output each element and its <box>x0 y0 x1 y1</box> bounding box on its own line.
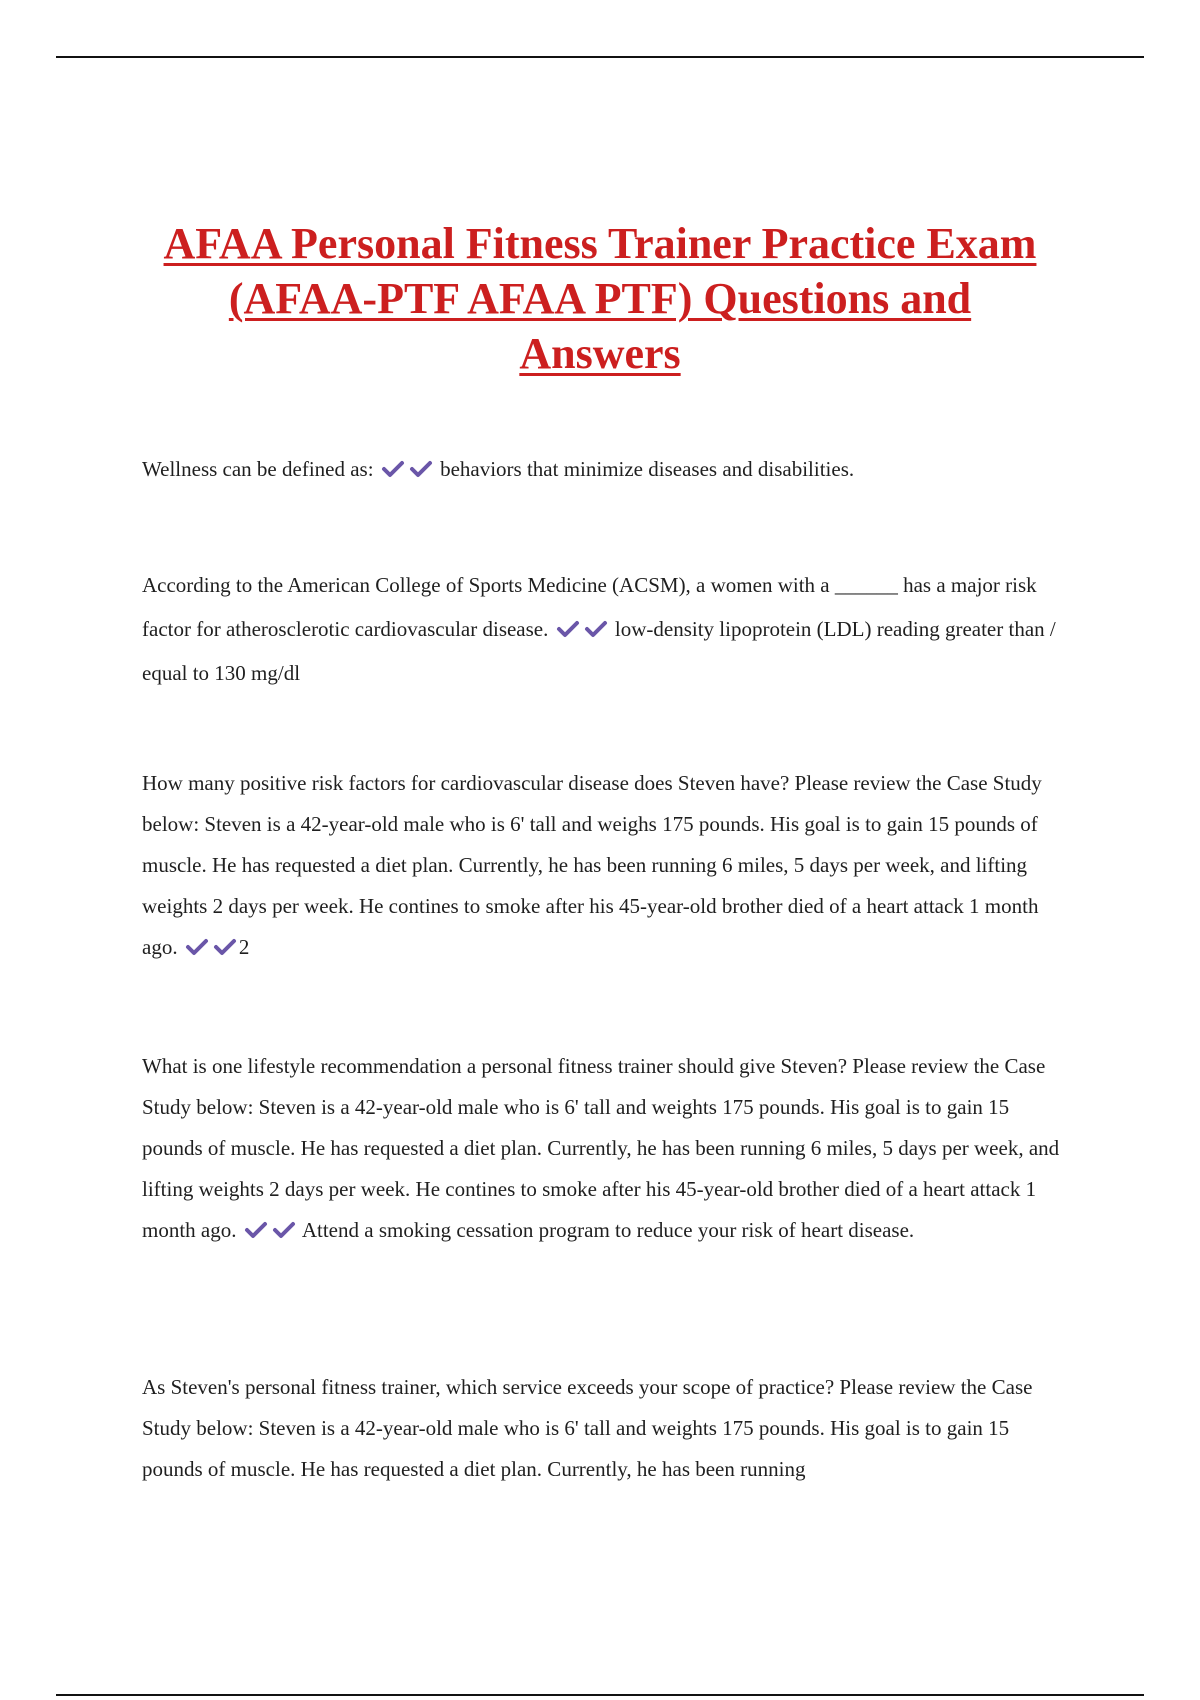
answer-text: low-density lipoprotein (LDL) reading greater than / equal to 130 mg/dl <box>142 617 1056 685</box>
check-icon <box>213 937 237 957</box>
qa-item-2 <box>142 563 1062 695</box>
question-text: What is one lifestyle recommendation a personal fitness trainer should give Steven? Please review the Case Study below: Steven is a 42-year-old male who is 6' tall and weights 175 pounds. His goal is to gain 15 pounds of muscle. He has requested a diet plan. Currently, he has been running 6 miles, 5 days per week, and lifting weights 2 days per week. He contines to smoke after his 45-year-old brother died of a heart attack 1 month ago. <box>142 1054 1060 1242</box>
check-icon <box>244 1220 268 1240</box>
check-icon <box>272 1220 296 1240</box>
qa-item-4 <box>142 1046 1062 1251</box>
qa-item-5 <box>142 1367 1062 1490</box>
check-icon <box>381 459 405 479</box>
question-text: Wellness can be defined as: <box>142 457 374 481</box>
question-text: As Steven's personal fitness trainer, which service exceeds your scope of practice? Please review the Case Study below: Steven is a 42-year-old male who is 6' tall and weights 175 pounds. His goal is to gain 15 pounds of muscle. He has requested a diet plan. Currently, he has been running <box>142 1375 1033 1481</box>
qa-item-3 <box>142 763 1062 968</box>
check-icon <box>556 619 580 639</box>
question-text: According to the American College of Sports Medicine (ACSM), a women with a ______ has a major risk factor for atherosclerotic cardiovascular disease. <box>142 573 1037 641</box>
answer-text: behaviors that minimize diseases and disabilities. <box>440 457 855 481</box>
check-icon <box>185 937 209 957</box>
question-text: How many positive risk factors for cardiovascular disease does Steven have? Please review the Case Study below: Steven is a 42-year-old male who is 6' tall and weighs 175 pounds. His goal is to gain 15 pounds of muscle. He has requested a diet plan. Currently, he has been running 6 miles, 5 days per week, and lifting weights 2 days per week. He contines to smoke after his 45-year-old brother died of a heart attack 1 month ago. <box>142 771 1042 959</box>
page-title: AFAA Personal Fitness Trainer Practice Exam (AFAA-PTF AFAA PTF) Questions and Answers <box>163 219 1037 378</box>
check-icon <box>409 459 433 479</box>
answer-text: 2 <box>238 935 250 959</box>
check-icon <box>584 619 608 639</box>
answer-text: Attend a smoking cessation program to reduce your risk of heart disease. <box>301 1218 915 1242</box>
qa-item-1 <box>142 447 1062 491</box>
top-rule <box>56 56 1144 58</box>
bottom-rule <box>56 1694 1144 1696</box>
